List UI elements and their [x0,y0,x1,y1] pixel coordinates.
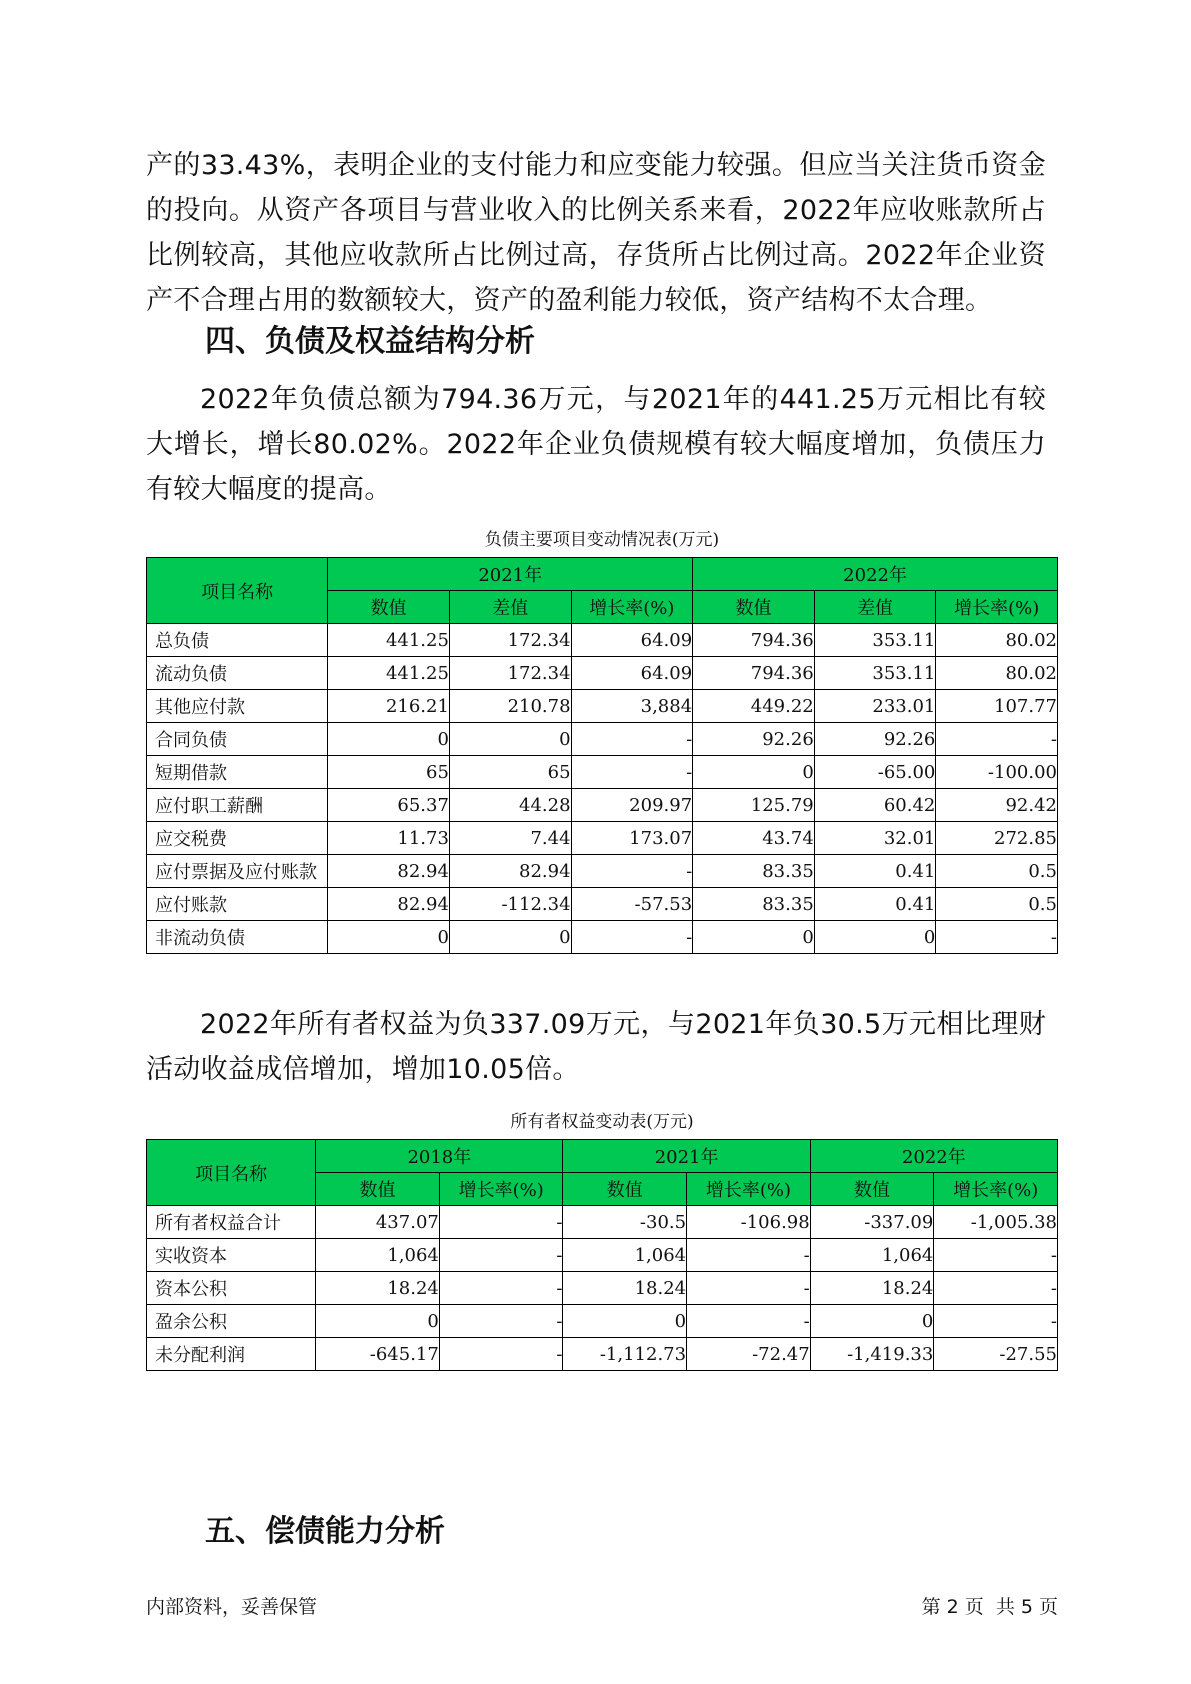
header-growth-rate: 增长率(%) [936,591,1058,624]
table-cell: -645.17 [316,1338,440,1371]
table-cell: -57.53 [571,888,693,921]
table-cell: 0.5 [936,888,1058,921]
row-label: 应付账款 [147,888,328,921]
table-cell: 83.35 [693,855,815,888]
table1-caption: 负债主要项目变动情况表(万元) [484,530,720,550]
paragraph-owners-equity: 2022年所有者权益为负337.09万元，与2021年负30.5万元相比理财活动收益成倍增加，增加10.05倍。 [146,1009,1046,1085]
table-cell: 0 [563,1305,687,1338]
table-cell: -1,005.38 [934,1206,1058,1239]
table-cell: 11.73 [328,822,450,855]
row-label: 盈余公积 [147,1305,316,1338]
owners-equity-table [146,1139,1058,1371]
table-cell: 3,884 [571,690,693,723]
table-row [147,855,1058,888]
table-row [147,690,1058,723]
table-cell: - [439,1272,563,1305]
header-item-name: 项目名称 [147,1140,316,1206]
table-row [147,1239,1058,1272]
table-cell: 92.26 [814,723,936,756]
header-year-2021: 2021年 [563,1140,810,1173]
table-row [147,723,1058,756]
row-label: 所有者权益合计 [147,1206,316,1239]
row-label: 合同负债 [147,723,328,756]
section-heading-solvency: 五、偿债能力分析 [205,1514,445,1549]
paragraph-asset-structure: 产的33.43%，表明企业的支付能力和应变能力较强。但应当关注货币资金的投向。从资产各项目与营业收入的比例关系来看，2022年应收账款所占比例较高，其他应收款所占比例过高，存货所占比例过高。2022年企业资产不合理占用的数额较大，资产的盈利能力较低，资产结构不太合理。 [146,150,1046,316]
footer-page-number: 第 2 页 共 5 页 [921,1596,1058,1618]
table-cell: 1,064 [810,1239,934,1272]
table-cell: 65.37 [328,789,450,822]
table-cell: - [571,855,693,888]
table-row [147,657,1058,690]
header-year-2018: 2018年 [316,1140,563,1173]
table-cell: 18.24 [316,1272,440,1305]
table-cell: - [571,756,693,789]
table-cell: 172.34 [449,624,571,657]
table-cell: 353.11 [814,657,936,690]
table-row [147,1338,1058,1371]
table-cell: 0 [449,723,571,756]
table-cell: -1,419.33 [810,1338,934,1371]
table-cell: 82.94 [328,855,450,888]
table-row [147,1305,1058,1338]
table-cell: - [571,921,693,954]
table-cell: 0 [693,756,815,789]
table-cell: - [934,1272,1058,1305]
table-cell: 437.07 [316,1206,440,1239]
header-year-2022: 2022年 [693,558,1058,591]
footer-confidential-note: 内部资料，妥善保管 [146,1596,318,1618]
table-cell: 272.85 [936,822,1058,855]
row-label: 总负债 [147,624,328,657]
header-year-2022: 2022年 [810,1140,1057,1173]
row-label: 资本公积 [147,1272,316,1305]
table-cell: -72.47 [687,1338,811,1371]
table-cell: -65.00 [814,756,936,789]
table-cell: - [936,921,1058,954]
table-cell: 172.34 [449,657,571,690]
table-cell: 44.28 [449,789,571,822]
table-cell: 82.94 [328,888,450,921]
section-heading-liabilities: 四、负债及权益结构分析 [205,324,535,359]
table-cell: -106.98 [687,1206,811,1239]
table-cell: - [439,1206,563,1239]
table-cell: 441.25 [328,624,450,657]
table-cell: 92.26 [693,723,815,756]
table-cell: 60.42 [814,789,936,822]
table-row [147,1206,1058,1239]
table-row [147,1272,1058,1305]
table-cell: - [571,723,693,756]
header-value: 数值 [328,591,450,624]
table-row [147,756,1058,789]
table-cell: 0 [814,921,936,954]
table-cell: 0 [693,921,815,954]
table-cell: 7.44 [449,822,571,855]
header-value: 数值 [316,1173,440,1206]
liabilities-table [146,557,1058,954]
table-cell: 210.78 [449,690,571,723]
table-cell: 0 [328,921,450,954]
table-cell: 80.02 [936,657,1058,690]
table-cell: -100.00 [936,756,1058,789]
table-cell: - [687,1272,811,1305]
table-cell: 1,064 [563,1239,687,1272]
table-cell: 0 [449,921,571,954]
row-label: 应交税费 [147,822,328,855]
table-cell: 18.24 [563,1272,687,1305]
table-cell: 233.01 [814,690,936,723]
table-cell: 43.74 [693,822,815,855]
table-cell: - [934,1305,1058,1338]
row-label: 其他应付款 [147,690,328,723]
table-cell: - [687,1239,811,1272]
header-value: 数值 [563,1173,687,1206]
table-cell: 0 [328,723,450,756]
table-cell: 0 [316,1305,440,1338]
table-cell: 173.07 [571,822,693,855]
header-difference: 差值 [814,591,936,624]
table-cell: 65 [449,756,571,789]
table-cell: 82.94 [449,855,571,888]
table2-caption: 所有者权益变动表(万元) [510,1112,694,1132]
table-cell: 65 [328,756,450,789]
table-row [147,624,1058,657]
table-cell: 18.24 [810,1272,934,1305]
row-label: 实收资本 [147,1239,316,1272]
table-cell: - [687,1305,811,1338]
header-item-name: 项目名称 [147,558,328,624]
header-growth-rate: 增长率(%) [439,1173,563,1206]
table-row [147,921,1058,954]
table-cell: 0.41 [814,888,936,921]
header-value: 数值 [693,591,815,624]
header-difference: 差值 [449,591,571,624]
table-cell: 0.41 [814,855,936,888]
row-label: 非流动负债 [147,921,328,954]
table-cell: 107.77 [936,690,1058,723]
table-cell: - [439,1239,563,1272]
table-cell: -27.55 [934,1338,1058,1371]
table-cell: -1,112.73 [563,1338,687,1371]
table-cell: 92.42 [936,789,1058,822]
table-cell: 83.35 [693,888,815,921]
table-cell: - [439,1305,563,1338]
table-cell: 794.36 [693,624,815,657]
header-growth-rate: 增长率(%) [571,591,693,624]
table-row [147,822,1058,855]
row-label: 应付职工薪酬 [147,789,328,822]
table-cell: 80.02 [936,624,1058,657]
table-cell: 64.09 [571,657,693,690]
header-growth-rate: 增长率(%) [934,1173,1058,1206]
table-cell: 353.11 [814,624,936,657]
table-cell: -30.5 [563,1206,687,1239]
paragraph-liabilities: 2022年负债总额为794.36万元，与2021年的441.25万元相比有较大增长，增长80.02%。2022年企业负债规模有较大幅度增加，负债压力有较大幅度的提高。 [146,384,1046,505]
table-cell: 449.22 [693,690,815,723]
table-cell: 125.79 [693,789,815,822]
table-cell: 64.09 [571,624,693,657]
row-label: 流动负债 [147,657,328,690]
table-cell: 794.36 [693,657,815,690]
table-cell: 0.5 [936,855,1058,888]
row-label: 应付票据及应付账款 [147,855,328,888]
table-cell: - [934,1239,1058,1272]
table-cell: 209.97 [571,789,693,822]
table-cell: - [439,1338,563,1371]
table-cell: -112.34 [449,888,571,921]
table-cell: 441.25 [328,657,450,690]
header-year-2021: 2021年 [328,558,693,591]
header-value: 数值 [810,1173,934,1206]
table-cell: 1,064 [316,1239,440,1272]
row-label: 未分配利润 [147,1338,316,1371]
table-cell: 216.21 [328,690,450,723]
table-cell: -337.09 [810,1206,934,1239]
table-cell: 0 [810,1305,934,1338]
header-growth-rate: 增长率(%) [687,1173,811,1206]
table-row [147,888,1058,921]
table-cell: - [936,723,1058,756]
table-cell: 32.01 [814,822,936,855]
table-row [147,789,1058,822]
row-label: 短期借款 [147,756,328,789]
